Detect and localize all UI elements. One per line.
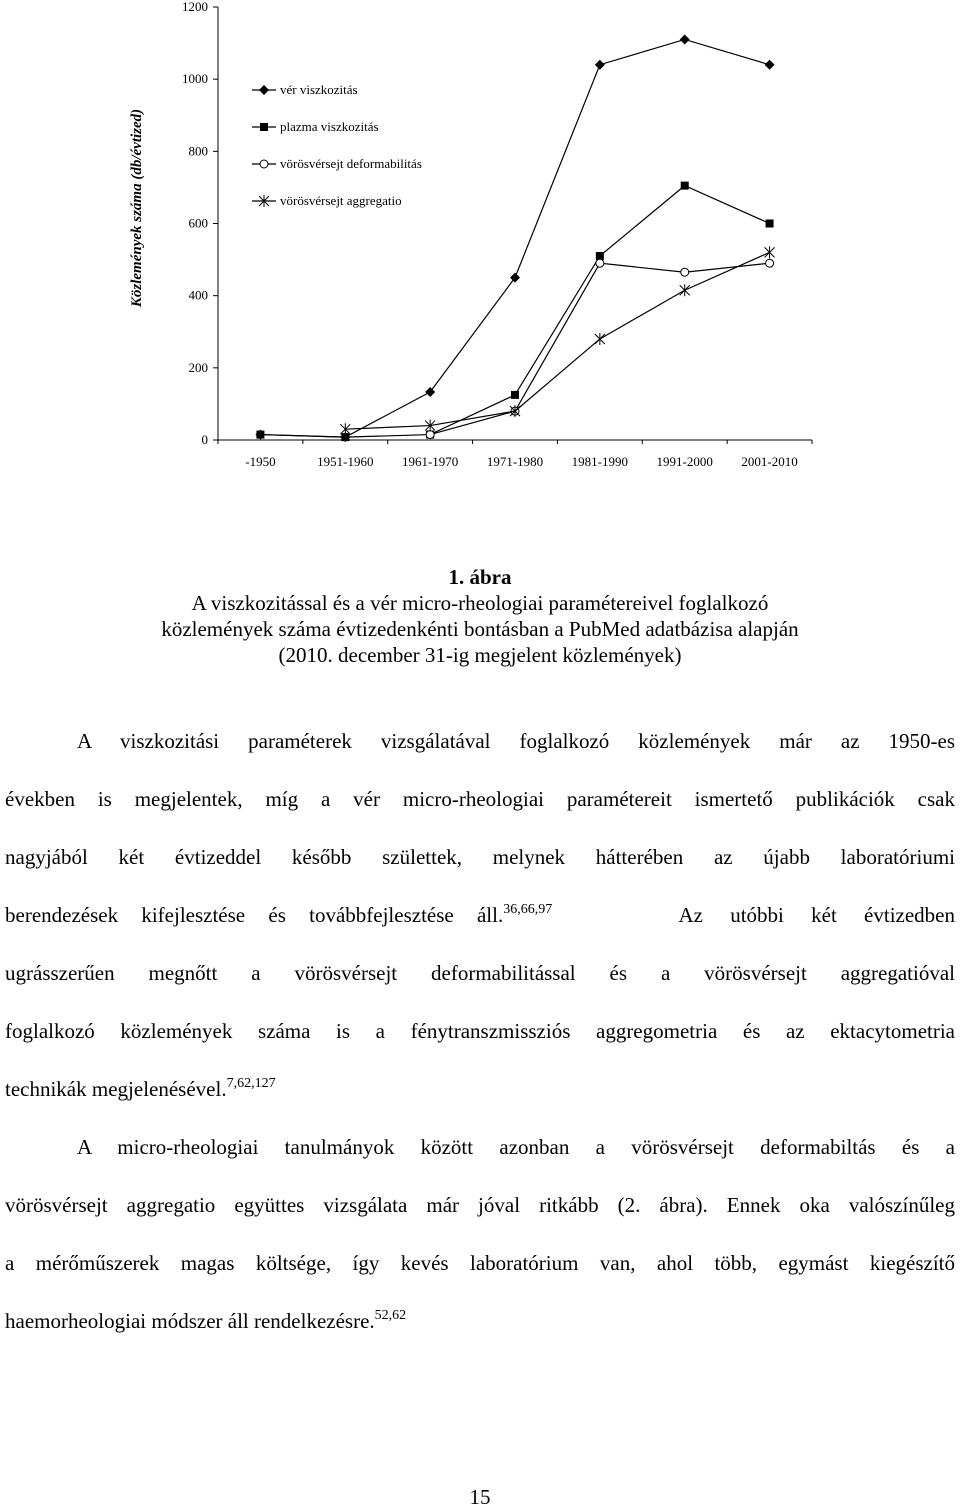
- x-tick-label: 1951-1960: [317, 454, 374, 469]
- figure-caption: [60, 564, 900, 668]
- text-line: foglalkozó közlemények száma is a fénytranszmissziós aggregometria és az ektacytometria: [5, 1019, 955, 1043]
- legend-entry: [252, 82, 358, 97]
- circle-marker: [766, 259, 774, 267]
- text-fragment: berendezések kifejlesztése és továbbfejlesztése áll.: [5, 903, 504, 927]
- text-fragment: haemorheologiai módszer áll rendelkezésre.: [5, 1309, 375, 1333]
- series-line: [430, 263, 769, 434]
- diamond-marker: [680, 34, 690, 44]
- citation-ref: 36,66,97: [503, 902, 553, 917]
- text-fragment: technikák megjelenésével.: [5, 1077, 227, 1101]
- y-tick-label: 800: [188, 143, 208, 159]
- text-line: [5, 886, 955, 944]
- citation-ref: 52,62: [374, 1308, 407, 1323]
- chart-axes: [182, 0, 812, 469]
- text-fragment: Az utóbbi két évtizedben: [678, 903, 955, 927]
- series-star: [340, 246, 774, 435]
- diamond-marker: [425, 387, 435, 397]
- y-tick-label: 1000: [182, 71, 208, 87]
- diamond-marker: [510, 273, 520, 283]
- body-paragraph-1: [5, 712, 955, 1118]
- text-line: a mérőműszerek magas költsége, így kevés laboratórium van, ahol több, egymást kiegészítő: [5, 1251, 955, 1275]
- legend-label: plazma viszkozitás: [280, 119, 379, 134]
- text-line: A viszkozitási paraméterek vizsgálatával foglalkozó közlemények már az 1950-es: [77, 729, 955, 753]
- page-number: 15: [469, 1485, 491, 1509]
- text-line: A micro-rheologiai tanulmányok között azonban a vörösvérsejt deformabiltás és a: [77, 1135, 955, 1159]
- square-marker: [766, 220, 774, 228]
- diamond-marker: [259, 85, 269, 95]
- series-square: [256, 182, 773, 442]
- series-line: [260, 186, 769, 438]
- y-tick-label: 400: [188, 287, 208, 303]
- star-marker: [680, 284, 690, 296]
- square-marker: [256, 431, 264, 439]
- figure-caption-title: 1. ábra: [448, 565, 512, 589]
- legend-label: vörösvérsejt aggregatio: [280, 193, 402, 208]
- x-tick-label: 1981-1990: [571, 454, 629, 469]
- square-marker: [260, 123, 268, 131]
- circle-marker: [260, 160, 268, 168]
- x-tick-label: 1991-2000: [656, 454, 713, 469]
- y-tick-label: 1200: [182, 0, 208, 14]
- text-line: vörösvérsejt aggregatio együttes vizsgálata már jóval ritkább (2. ábra). Ennek oka valószínűleg: [5, 1193, 955, 1217]
- star-marker: [765, 246, 775, 258]
- legend-label: vörösvérsejt deformabilitás: [280, 156, 422, 171]
- x-tick-label: -1950: [245, 454, 276, 469]
- chart-legend: [252, 82, 422, 208]
- legend-label: vér viszkozitás: [280, 82, 358, 97]
- y-tick-label: 200: [188, 359, 208, 375]
- text-line: ugrásszerűen megnőtt a vörösvérsejt deformabilitással és a vörösvérsejt aggregatióval: [5, 961, 955, 985]
- figure-caption-line: közlemények száma évtizedenkénti bontásban a PubMed adatbázisa alapján: [161, 617, 799, 641]
- circle-marker: [426, 431, 434, 439]
- figure-caption-line: (2010. december 31-ig megjelent közlemények): [278, 643, 682, 667]
- text-line: nagyjából két évtizeddel később születtek, melynek hátterében az újabb laboratóriumi: [5, 845, 955, 869]
- series-line: [260, 39, 769, 437]
- legend-entry: [252, 156, 422, 171]
- star-marker: [595, 333, 605, 345]
- x-tick-label: 1971-1980: [486, 454, 544, 469]
- square-marker: [511, 391, 519, 399]
- legend-entry: [252, 193, 402, 208]
- square-marker: [681, 182, 689, 190]
- diamond-marker: [595, 60, 605, 70]
- x-tick-label: 1961-1970: [401, 454, 459, 469]
- diamond-marker: [765, 60, 775, 70]
- publication-count-chart: [0, 0, 960, 480]
- body-paragraph-2: [5, 1118, 955, 1350]
- x-tick-label: 2001-2010: [741, 454, 798, 469]
- circle-marker: [596, 259, 604, 267]
- circle-marker: [681, 268, 689, 276]
- y-tick-label: 0: [201, 432, 208, 447]
- y-axis-label: Közlemények száma (db/évtized): [129, 108, 145, 308]
- y-tick-label: 600: [188, 215, 208, 231]
- legend-entry: [252, 119, 379, 134]
- citation-ref: 7,62,127: [226, 1076, 276, 1091]
- text-line: [5, 1292, 955, 1350]
- text-line: években is megjelentek, míg a vér micro-rheologiai paramétereit ismertető publikációk csak: [5, 787, 955, 811]
- text-line: [5, 1060, 955, 1118]
- figure-caption-line: A viszkozitással és a vér micro-rheologiai paramétereivel foglalkozó: [191, 591, 769, 615]
